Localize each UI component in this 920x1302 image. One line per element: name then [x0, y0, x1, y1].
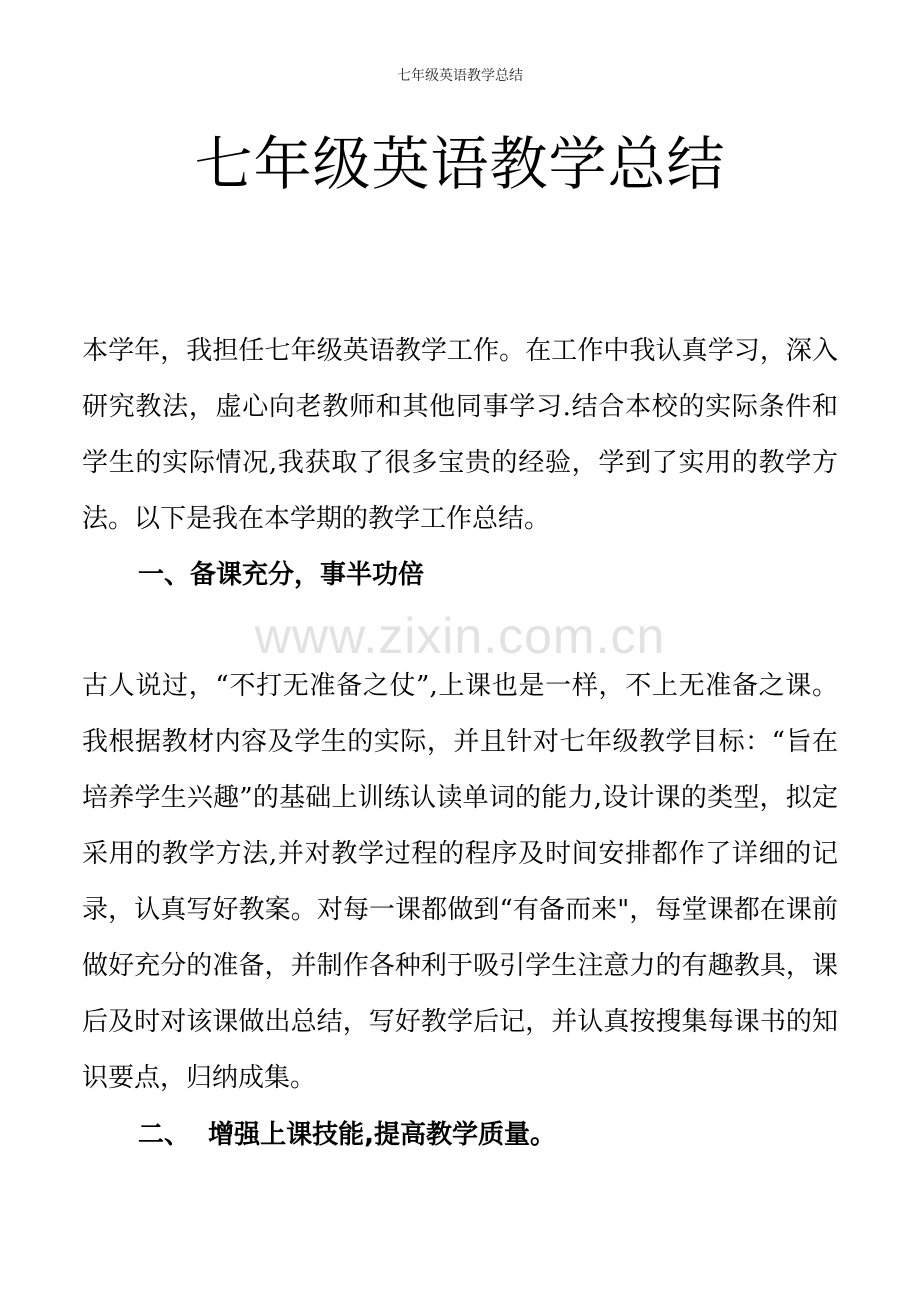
document-title: 七年级英语教学总结 [194, 130, 726, 198]
section-heading-1: 一、备课充分，事半功倍 [138, 560, 425, 590]
section-heading-2: 二、 增强上课技能,提高教学质量。 [138, 1120, 556, 1150]
paragraph-intro: 本学年，我担任七年级英语教学工作。在工作中我认真学习，深入研究教法，虚心向老教师和其他同事学习.结合本校的实际条件和学生的实际情况,我获取了很多宝贵的经验，学到了实用的教学方法。以下是我在本学期的教学工作总结。 [82, 336, 838, 534]
paragraph-lesson-prep: 古人说过，“不打无准备之仗”,上课也是一样，不上无准备之课。我根据教材内容及学生的实际，并且针对七年级教学目标：“旨在培养学生兴趣”的基础上训练认读单词的能力,设计课的类型，拟定采用的教学方法,并对教学过程的程序及时间安排都作了详细的记录，认真写好教案。对每一课都做到“有备而来"，每堂课都在课前做好充分的准备，并制作各种利于吸引学生注意力的有趣教具，课后及时对该课做出总结，写好教学后记，并认真按搜集每课书的知识要点，归纳成集。 [82, 671, 838, 1093]
running-header: 七年级英语教学总结 [397, 68, 523, 84]
watermark: www.zixin.com.cn [254, 608, 666, 664]
